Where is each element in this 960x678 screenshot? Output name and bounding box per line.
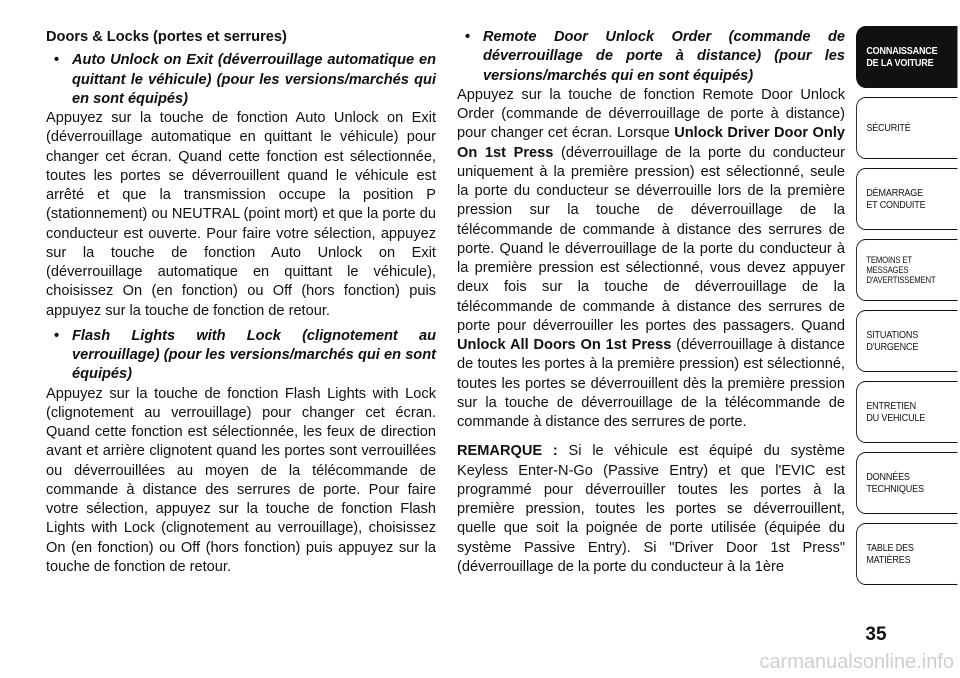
note-label: REMARQUE : <box>457 443 558 460</box>
note-paragraph: REMARQUE : Si le véhicule est équipé du système Keyless Enter-N-Go (Passive Entry) et que l'EVIC est programmé pour déverrouiller toutes les portes à la première pression, toutes les portes se déverrouillent, quelle que soit la poignée de porte utilisée (équipée du système Passive Entry). Si "Driver Door 1st Press" (déverrouillage de la porte du conducteur à la 1ère <box>457 443 845 575</box>
paragraph-flash-lights: Appuyez sur la touche de fonction Flash Lights with Lock (clignotement au verrouillage) pour changer cet écran. Quand cette fonction est sélectionnée, les feux de direction avant et arrière clignotent quand les portes sont verrouillées ou déverrouillées au moyen de la télécommande de commande à distance des serrures de porte. Pour faire votre sélection, appuyez sur la touche de fonction Flash Lights with Lock (clignotement au verrouillage), choisissez On (en fonction) ou Off (hors fonction) puis appuyez sur la touche de fonction de retour. <box>46 385 436 575</box>
tab-temoins[interactable]: TEMOINS ET MESSAGES D'AVERTISSEMENT <box>856 239 957 301</box>
bullet-auto-unlock: • Auto Unlock on Exit (déverrouillage automatique en quittant le véhicule) (pour les versions/marchés qui en sont équipés) <box>54 52 436 107</box>
tab-entretien[interactable]: ENTRETIEN DU VEHICULE <box>856 381 957 443</box>
bullet-dot: • <box>54 52 60 69</box>
tab-situations[interactable]: SITUATIONS D'URGENCE <box>856 310 957 372</box>
section-heading: Doors & Locks (portes et serrures) <box>46 29 287 45</box>
right-column <box>457 28 845 583</box>
paragraph-auto-unlock: Appuyez sur la touche de fonction Auto Unlock on Exit (déverrouillage automatique en quittant le véhicule) pour changer cet écran. Quand cette fonction est sélectionnée, toutes les portes se déverrouillent quand le véhicule est arrêté et que la transmission occupe la position P (stationnement) ou NEUTRAL (point mort) et que la porte du conducteur est ouverte. Pour faire votre sélection, appuyez sur la touche de fonction Auto Unlock on Exit (déverrouillage automatique en quittant le véhicule), choisissez On (en fonction) ou Off (hors fonction) puis appuyez sur la touche de fonction de retour. <box>46 110 436 319</box>
page-number: 35 <box>865 624 887 645</box>
bullet-dot: • <box>465 29 471 45</box>
bullet-remote-unlock: • Remote Door Unlock Order (commande de déverrouillage de porte à distance) (pour les versions/marchés qui en sont équipés) <box>465 29 845 84</box>
watermark: carmanualsonline.info <box>759 651 954 673</box>
tab-securite[interactable]: SÉCURITÉ <box>856 97 957 159</box>
tab-connaissance[interactable]: CONNAISSANCE DE LA VOITURE <box>856 26 957 88</box>
chapter-tabs <box>856 26 960 594</box>
tab-donnees[interactable]: DONNÉES TECHNIQUES <box>856 452 957 514</box>
tab-demarrage[interactable]: DÉMARRAGE ET CONDUITE <box>856 168 957 230</box>
bullet-flash-lights: • Flash Lights with Lock (clignotement au verrouillage) (pour les versions/marchés qui en sont équipés) <box>54 327 436 383</box>
bullet-dot: • <box>54 327 60 344</box>
tab-table-matieres[interactable]: TABLE DES MATIÈRES <box>856 523 957 585</box>
paragraph-remote-unlock: Appuyez sur la touche de fonction Remote Door Unlock Order (commande de déverrouillage de porte à distance) pour changer cet écran. Lorsque Unlock Driver Door Only On 1st Press (déverrouillage de la porte du conducteur uniquement à la première pression) est sélectionné, seule la porte du conducteur se déverrouille lors de la première pression sur la touche de déverrouillage de la télécommande de commande à distance des serrures de porte. Quand le déverrouillage de la porte du conducteur à la première pression est sélectionné, vous devez appuyer deux fois sur la touche de déverrouillage de la télécommande de commande à distance des serrures de porte pour déverrouiller les portes des passagers. Quand Unlock All Doors On 1st Press (déverrouillage à distance de toutes les portes à la première pression) est sélectionné, toutes les portes se déverrouillent dès la première pression sur la touche de déverrouillage de la télécommande de commande à distance des serrures de porte. <box>457 86 846 430</box>
left-column <box>46 28 436 583</box>
